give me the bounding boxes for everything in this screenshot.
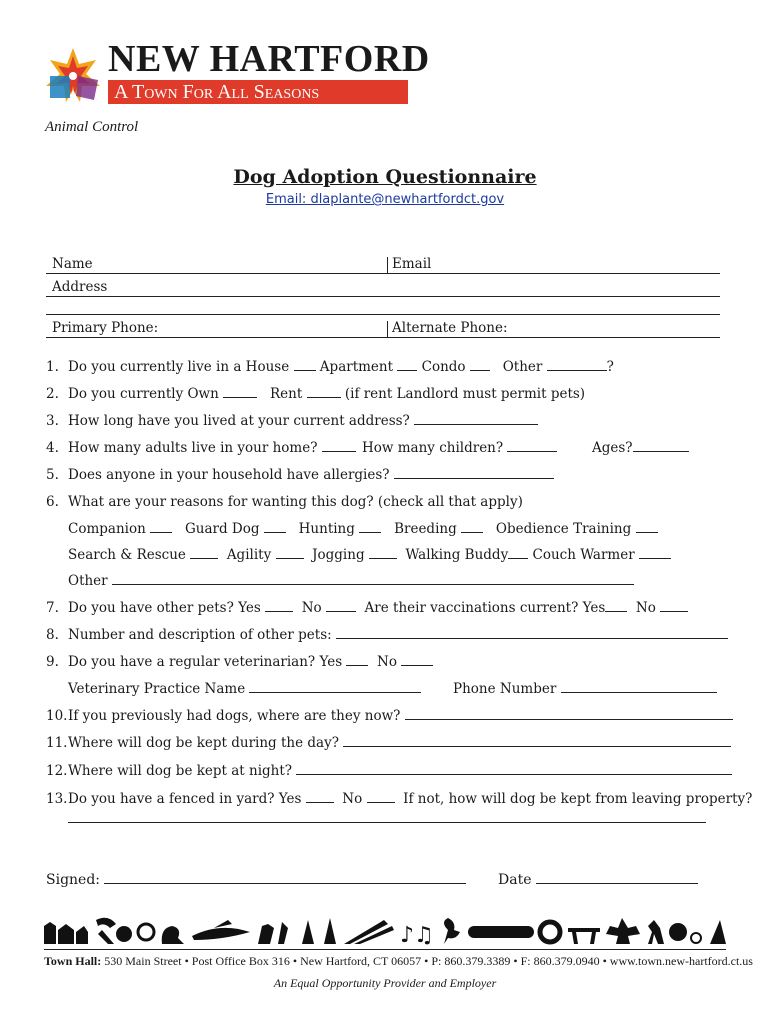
squirrel-icon	[162, 926, 184, 944]
date-label: Date	[498, 872, 532, 888]
date-row	[498, 871, 698, 889]
bicycle-icon	[691, 933, 701, 943]
question-11: 11.Where will dog be kept during the day?	[46, 734, 731, 752]
signed-label: Signed:	[46, 872, 101, 888]
question-8: 8. Number and description of other pets:	[46, 626, 728, 644]
question-12: 12.Where will dog be kept at night?	[46, 762, 732, 780]
footer-divider	[44, 949, 726, 950]
snowflake-icon	[138, 924, 154, 940]
page-title: Dog Adoption Questionnaire	[233, 166, 537, 188]
tree-icon	[302, 918, 336, 944]
sun-icon	[669, 923, 687, 941]
name-email-row	[46, 256, 720, 274]
question-4-ages: Ages?	[592, 439, 689, 457]
question-7: 7. Do you have other pets? Yes No Are their vaccinations current? Yes No	[46, 599, 688, 617]
hiker-icon	[648, 920, 664, 944]
town-logo-icon	[44, 46, 102, 104]
svg-text:♪♫: ♪♫	[400, 923, 434, 946]
wreath-icon	[540, 922, 560, 942]
question-9: 9. Do you have a regular veterinarian? Yes No	[46, 653, 433, 671]
department-label: Animal Control	[45, 119, 139, 135]
canoe-icon	[468, 926, 534, 938]
question-6-options-row-1: Companion Guard Dog Hunting Breeding Obedience Training	[68, 520, 658, 538]
question-6: 6. What are your reasons for wanting this dog? (check all that apply)	[46, 494, 523, 510]
question-13-answer-line	[68, 822, 706, 823]
buildings-icon	[44, 922, 88, 944]
footer-address: Town Hall: 530 Main Street • Post Office Box 316 • New Hartford, CT 06057 • P: 860.379.3389 • F: 860.379.0940 • www.town.new-hartford.ct.us	[44, 954, 753, 968]
address-field-label: Address	[52, 279, 108, 295]
question-4-children: How many children?	[362, 439, 557, 457]
email-field-label: Email	[392, 256, 432, 272]
signature-row	[46, 871, 466, 889]
question-9-practice: Veterinary Practice Name	[68, 680, 421, 698]
maple-leaf-icon	[606, 918, 640, 944]
address-row-2	[46, 297, 720, 315]
skis-icon	[344, 920, 394, 944]
contact-email-link[interactable]: Email: dlaplante@newhartfordct.gov	[265, 192, 505, 207]
picnic-table-icon	[568, 928, 600, 944]
town-activities-icon-strip	[44, 914, 726, 946]
question-6-options-row-2: Search & Rescue Agility Jogging Walking Buddy Couch Warmer	[68, 546, 671, 564]
name-field-label: Name	[52, 256, 93, 272]
brand-tagline: A Town For All Seasons	[108, 80, 408, 104]
question-4: 4. How many adults live in your home?	[46, 439, 356, 457]
tent-icon	[710, 920, 726, 944]
question-6-other: Other	[68, 572, 634, 590]
swing-icon	[96, 918, 116, 944]
question-2: 2. Do you currently Own Rent (if rent Landlord must permit pets)	[46, 386, 586, 402]
brand-name: NEW HARTFORD	[108, 38, 430, 80]
alternate-phone-label: Alternate Phone:	[392, 320, 508, 336]
equal-opportunity-statement: An Equal Opportunity Provider and Employer	[273, 976, 497, 990]
primary-phone-label: Primary Phone:	[52, 320, 159, 336]
strawberry-icon	[116, 926, 132, 942]
question-10: 10.If you previously had dogs, where are they now?	[46, 707, 733, 725]
kayak-icon	[192, 920, 250, 940]
question-3: 3. How long have you lived at your current address?	[46, 412, 538, 430]
leaf-icon	[444, 918, 460, 944]
question-1: 1. Do you currently live in a House Apartment Condo Other ?	[46, 359, 614, 375]
question-9-phone: Phone Number	[453, 680, 717, 698]
deer-icon	[258, 922, 288, 944]
question-5: 5. Does anyone in your household have allergies?	[46, 466, 554, 484]
phone-row	[46, 320, 720, 338]
question-13: 13.Do you have a fenced in yard? Yes No If not, how will dog be kept from leaving property?	[46, 791, 753, 807]
address-row	[46, 279, 720, 297]
